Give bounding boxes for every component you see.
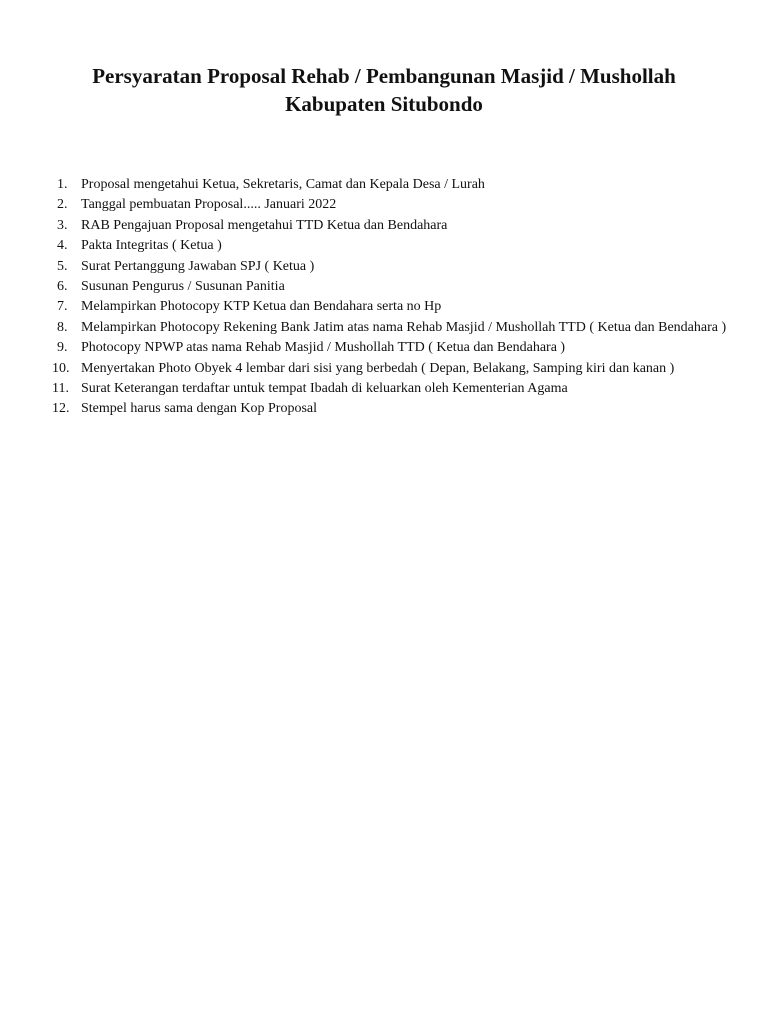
item-text: Surat Keterangan terdaftar untuk tempat Ibadah di keluarkan oleh Kementerian Agama [81,381,568,397]
title-line-1: Persyaratan Proposal Rehab / Pembangunan Masjid / Mushollah [92,64,676,88]
list-item [52,236,732,256]
item-text: Proposal mengetahui Ketua, Sekretaris, Camat dan Kepala Desa / Lurah [81,177,485,192]
list-item [52,277,732,297]
item-text: Pakta Integritas ( Ketua ) [81,238,222,254]
item-text: Melampirkan Photocopy KTP Ketua dan Bendahara serta no Hp [81,299,442,315]
item-number: 2. [57,197,68,213]
item-number: 12. [52,401,70,417]
item-number: 3. [57,217,68,233]
list-item [52,359,732,379]
list-item [52,216,732,236]
item-number: 10. [52,360,70,376]
item-number: 11. [52,381,69,397]
item-text: Stempel harus sama dengan Kop Proposal [81,401,318,417]
item-number: 4. [57,238,68,254]
requirements-list [52,175,732,420]
title-line-2: Kabupaten Situbondo [285,92,483,116]
item-number: 9. [57,340,68,356]
list-item [52,338,732,358]
list-item [52,257,732,277]
item-text: Susunan Pengurus / Susunan Panitia [81,279,285,295]
item-number: 1. [57,177,68,192]
list-item [52,175,732,195]
item-number: 6. [57,279,68,295]
item-text: Melampirkan Photocopy Rekening Bank Jatim atas nama Rehab Masjid / Mushollah TTD ( Ketua dan Bendahara ) [81,319,727,335]
list-item [52,318,732,338]
item-text: Photocopy NPWP atas nama Rehab Masjid / Mushollah TTD ( Ketua dan Bendahara ) [81,340,566,356]
item-number: 5. [57,258,68,274]
item-number: 8. [57,319,68,335]
list-item [52,399,732,419]
item-number: 7. [57,299,68,315]
document-title [0,62,768,118]
item-text: RAB Pengajuan Proposal mengetahui TTD Ketua dan Bendahara [81,217,448,233]
list-item [52,379,732,399]
list-item [52,297,732,317]
item-text: Tanggal pembuatan Proposal..... Januari 2022 [81,197,337,213]
item-text: Menyertakan Photo Obyek 4 lembar dari sisi yang berbedah ( Depan, Belakang, Samping kiri dan kanan ) [81,360,675,376]
item-text: Surat Pertanggung Jawaban SPJ ( Ketua ) [81,258,315,274]
list-item [52,195,732,215]
